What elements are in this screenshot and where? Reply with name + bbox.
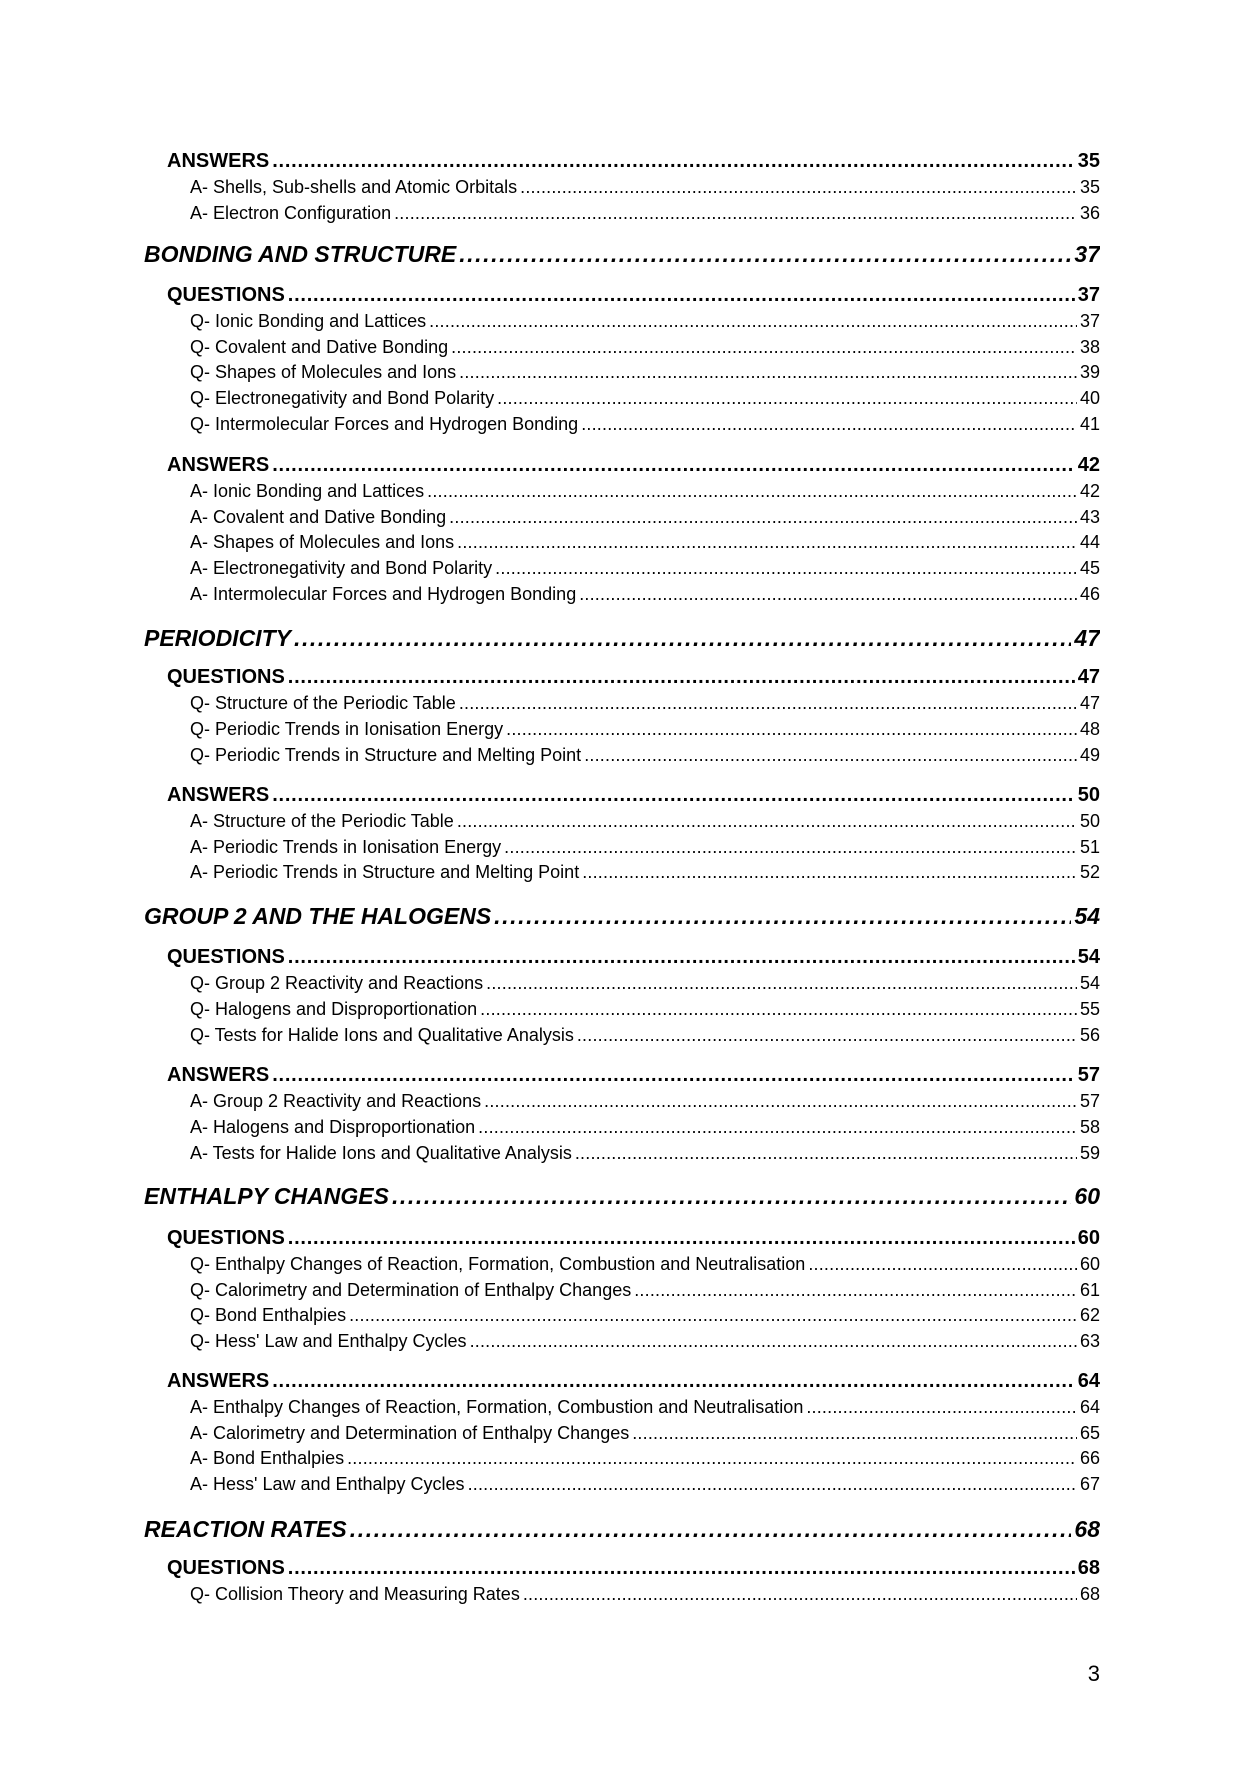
toc-entry-title: A- Bond Enthalpies bbox=[190, 1448, 345, 1468]
toc-entry-title: A- Hess' Law and Enthalpy Cycles bbox=[190, 1474, 465, 1494]
toc-item-row[interactable] bbox=[190, 337, 1100, 358]
toc-entry-page: 37 bbox=[1077, 284, 1100, 306]
toc-entry-title: Q- Enthalpy Changes of Reaction, Formation, Combustion and Neutralisation bbox=[190, 1254, 806, 1274]
toc-entry-title: Q- Tests for Halide Ions and Qualitative Analysis bbox=[190, 1025, 574, 1045]
toc-entry-page: 68 bbox=[1077, 1557, 1100, 1579]
toc-entry-title: A- Intermolecular Forces and Hydrogen Bonding bbox=[190, 584, 577, 604]
dot-leader bbox=[504, 837, 1077, 858]
dot-leader bbox=[806, 1397, 1077, 1418]
dot-leader bbox=[427, 481, 1077, 502]
dot-leader bbox=[506, 719, 1077, 740]
toc-entry-page: 57 bbox=[1077, 1064, 1100, 1086]
dot-leader bbox=[347, 1448, 1077, 1469]
dot-leader bbox=[288, 666, 1075, 689]
toc-entry-page: 65 bbox=[1079, 1423, 1100, 1443]
toc-entry-title: A- Structure of the Periodic Table bbox=[190, 811, 454, 831]
toc-section-row[interactable] bbox=[167, 1370, 1100, 1393]
toc-entry-title: Q- Ionic Bonding and Lattices bbox=[190, 311, 427, 331]
toc-entry-page: 35 bbox=[1079, 177, 1100, 197]
toc-entry-title: Q- Bond Enthalpies bbox=[190, 1305, 347, 1325]
toc-item-row[interactable] bbox=[190, 203, 1100, 224]
toc-entry-page: 47 bbox=[1074, 625, 1100, 651]
toc-entry-title: A- Shells, Sub-shells and Atomic Orbitals bbox=[190, 177, 518, 197]
dot-leader bbox=[497, 388, 1077, 409]
toc-entry-page: 62 bbox=[1079, 1305, 1100, 1325]
toc-entry-page: 60 bbox=[1079, 1254, 1100, 1274]
dot-leader bbox=[632, 1423, 1077, 1444]
dot-leader bbox=[581, 414, 1077, 435]
toc-item-row[interactable] bbox=[190, 1117, 1100, 1138]
toc-entry-page: 64 bbox=[1077, 1370, 1100, 1392]
dot-leader bbox=[584, 745, 1077, 766]
toc-item-row[interactable] bbox=[190, 1025, 1100, 1046]
toc-entry-title: A- Covalent and Dative Bonding bbox=[190, 507, 447, 527]
toc-entry-page: 57 bbox=[1079, 1091, 1100, 1111]
toc-entry-page: 60 bbox=[1074, 1183, 1100, 1209]
page-number: 3 bbox=[1087, 1661, 1100, 1686]
dot-leader bbox=[429, 311, 1077, 332]
toc-entry-page: 55 bbox=[1079, 999, 1100, 1019]
toc-entry-page: 39 bbox=[1079, 362, 1100, 382]
toc-entry-title: A- Ionic Bonding and Lattices bbox=[190, 481, 425, 501]
toc-section-row[interactable] bbox=[167, 1227, 1100, 1250]
toc-entry-title: QUESTIONS bbox=[167, 946, 285, 968]
dot-leader bbox=[480, 999, 1077, 1020]
dot-leader bbox=[582, 862, 1077, 883]
toc-entry-title: QUESTIONS bbox=[167, 1227, 285, 1249]
dot-leader bbox=[272, 150, 1075, 173]
toc-item-row[interactable] bbox=[190, 973, 1100, 994]
dot-leader bbox=[579, 584, 1077, 605]
toc-section-row[interactable] bbox=[167, 284, 1100, 307]
toc-item-row[interactable] bbox=[190, 507, 1100, 528]
toc-item-row[interactable] bbox=[190, 837, 1100, 858]
toc-entry-title: Q- Intermolecular Forces and Hydrogen Bonding bbox=[190, 414, 579, 434]
toc-entry-page: 42 bbox=[1077, 454, 1100, 476]
toc-entry-title: ANSWERS bbox=[167, 454, 270, 476]
toc-entry-title: Q- Periodic Trends in Ionisation Energy bbox=[190, 719, 504, 739]
toc-entry-title: Q- Collision Theory and Measuring Rates bbox=[190, 1584, 520, 1604]
toc-entry-title: ANSWERS bbox=[167, 784, 270, 806]
toc-entry-title: Q- Periodic Trends in Structure and Melting Point bbox=[190, 745, 582, 765]
toc-entry-page: 64 bbox=[1079, 1397, 1100, 1417]
dot-leader bbox=[577, 1025, 1077, 1046]
toc-item-row[interactable] bbox=[190, 1305, 1100, 1326]
toc-entry-page: 54 bbox=[1079, 973, 1100, 993]
toc-entry-page: 50 bbox=[1079, 811, 1100, 831]
toc-entry-title: Q- Hess' Law and Enthalpy Cycles bbox=[190, 1331, 467, 1351]
toc-entry-title: Q- Structure of the Periodic Table bbox=[190, 693, 456, 713]
toc-entry-title: Q- Electronegativity and Bond Polarity bbox=[190, 388, 495, 408]
toc-item-row[interactable] bbox=[190, 1397, 1100, 1418]
toc-entry-title: A- Periodic Trends in Structure and Melting Point bbox=[190, 862, 580, 882]
toc-item-row[interactable] bbox=[190, 1331, 1100, 1352]
toc-entry-page: 36 bbox=[1079, 203, 1100, 223]
dot-leader bbox=[288, 284, 1075, 307]
toc-item-row[interactable] bbox=[190, 1091, 1100, 1112]
toc-item-row[interactable] bbox=[190, 999, 1100, 1020]
toc-entry-page: 35 bbox=[1077, 150, 1100, 172]
toc-item-row[interactable] bbox=[190, 745, 1100, 766]
dot-leader bbox=[350, 1516, 1072, 1543]
toc-entry-title: QUESTIONS bbox=[167, 284, 285, 306]
toc-entry-page: 58 bbox=[1079, 1117, 1100, 1137]
dot-leader bbox=[470, 1331, 1077, 1352]
dot-leader bbox=[288, 946, 1075, 969]
toc-entry-page: 46 bbox=[1079, 584, 1100, 604]
toc-entry-page: 49 bbox=[1079, 745, 1100, 765]
toc-chapter-row[interactable] bbox=[144, 903, 1100, 930]
toc-entry-title: Q- Covalent and Dative Bonding bbox=[190, 337, 449, 357]
dot-leader bbox=[459, 241, 1071, 268]
toc-item-row[interactable] bbox=[190, 1448, 1100, 1469]
dot-leader bbox=[451, 337, 1077, 358]
toc-entry-title: A- Halogens and Disproportionation bbox=[190, 1117, 476, 1137]
dot-leader bbox=[468, 1474, 1077, 1495]
dot-leader bbox=[459, 693, 1077, 714]
toc-entry-page: 52 bbox=[1079, 862, 1100, 882]
toc-section-row[interactable] bbox=[167, 784, 1100, 807]
dot-leader bbox=[486, 973, 1077, 994]
toc-item-row[interactable] bbox=[190, 693, 1100, 714]
toc-entry-title: REACTION RATES bbox=[144, 1516, 347, 1542]
dot-leader bbox=[523, 1584, 1077, 1605]
toc-item-row[interactable] bbox=[190, 558, 1100, 579]
toc-entry-page: 45 bbox=[1079, 558, 1100, 578]
toc-entry-title: A- Calorimetry and Determination of Enthalpy Changes bbox=[190, 1423, 630, 1443]
toc-entry-title: A- Electronegativity and Bond Polarity bbox=[190, 558, 493, 578]
toc-entry-title: Q- Group 2 Reactivity and Reactions bbox=[190, 973, 484, 993]
toc-section-row[interactable] bbox=[167, 1064, 1100, 1087]
toc-entry-page: 68 bbox=[1079, 1584, 1100, 1604]
toc-item-row[interactable] bbox=[190, 362, 1100, 383]
toc-entry-page: 59 bbox=[1079, 1143, 1100, 1163]
toc-item-row[interactable] bbox=[190, 177, 1100, 198]
dot-leader bbox=[484, 1091, 1077, 1112]
toc-entry-page: 66 bbox=[1079, 1448, 1100, 1468]
toc-entry-page: 37 bbox=[1074, 241, 1100, 267]
toc-entry-title: A- Shapes of Molecules and Ions bbox=[190, 532, 455, 552]
dot-leader bbox=[272, 454, 1075, 477]
dot-leader bbox=[349, 1305, 1077, 1326]
dot-leader bbox=[272, 1370, 1075, 1393]
toc-entry-page: 44 bbox=[1079, 532, 1100, 552]
dot-leader bbox=[457, 532, 1077, 553]
toc-item-row[interactable] bbox=[190, 862, 1100, 883]
toc-section-row[interactable] bbox=[167, 666, 1100, 689]
dot-leader bbox=[392, 1183, 1071, 1210]
toc-item-row[interactable] bbox=[190, 719, 1100, 740]
toc-item-row[interactable] bbox=[190, 414, 1100, 435]
toc-entry-title: A- Tests for Halide Ions and Qualitative Analysis bbox=[190, 1143, 572, 1163]
toc-item-row[interactable] bbox=[190, 388, 1100, 409]
toc-entry-title: QUESTIONS bbox=[167, 1557, 285, 1579]
dot-leader bbox=[288, 1227, 1075, 1250]
dot-leader bbox=[494, 903, 1071, 930]
toc-entry-title: Q- Halogens and Disproportionation bbox=[190, 999, 478, 1019]
toc-entry-page: 51 bbox=[1079, 837, 1100, 857]
toc-entry-title: QUESTIONS bbox=[167, 666, 285, 688]
toc-item-row[interactable] bbox=[190, 481, 1100, 502]
dot-leader bbox=[495, 558, 1077, 579]
toc-entry-title: A- Group 2 Reactivity and Reactions bbox=[190, 1091, 482, 1111]
dot-leader bbox=[457, 811, 1077, 832]
toc-item-row[interactable] bbox=[190, 1143, 1100, 1164]
toc-entry-page: 50 bbox=[1077, 784, 1100, 806]
toc-entry-title: A- Electron Configuration bbox=[190, 203, 392, 223]
toc-entry-page: 61 bbox=[1079, 1280, 1100, 1300]
toc-entry-page: 63 bbox=[1079, 1331, 1100, 1351]
toc-item-row[interactable] bbox=[190, 1584, 1100, 1605]
toc-entry-page: 47 bbox=[1077, 666, 1100, 688]
toc-chapter-row[interactable] bbox=[144, 625, 1100, 652]
toc-section-row[interactable] bbox=[167, 1557, 1100, 1580]
toc-entry-page: 43 bbox=[1079, 507, 1100, 527]
toc-entry-page: 42 bbox=[1079, 481, 1100, 501]
toc-entry-title: GROUP 2 AND THE HALOGENS bbox=[144, 903, 492, 929]
toc-entry-title: A- Periodic Trends in Ionisation Energy bbox=[190, 837, 502, 857]
toc-item-row[interactable] bbox=[190, 584, 1100, 605]
toc-entry-page: 60 bbox=[1077, 1227, 1100, 1249]
toc-entry-page: 38 bbox=[1079, 337, 1100, 357]
toc-entry-title: BONDING AND STRUCTURE bbox=[144, 241, 457, 267]
toc-item-row[interactable] bbox=[190, 1280, 1100, 1301]
toc-chapter-row[interactable] bbox=[144, 241, 1100, 268]
toc-section-row[interactable] bbox=[167, 454, 1100, 477]
toc-entry-page: 41 bbox=[1079, 414, 1100, 434]
toc-entry-title: A- Enthalpy Changes of Reaction, Formation, Combustion and Neutralisation bbox=[190, 1397, 804, 1417]
toc-entry-page: 56 bbox=[1079, 1025, 1100, 1045]
toc-entry-page: 68 bbox=[1074, 1516, 1100, 1542]
toc-entry-page: 47 bbox=[1079, 693, 1100, 713]
toc-entry-page: 37 bbox=[1079, 311, 1100, 331]
toc-entry-page: 40 bbox=[1079, 388, 1100, 408]
toc-section-row[interactable] bbox=[167, 946, 1100, 969]
dot-leader bbox=[272, 1064, 1075, 1087]
toc-section-row[interactable] bbox=[167, 150, 1100, 173]
dot-leader bbox=[478, 1117, 1077, 1138]
dot-leader bbox=[272, 784, 1075, 807]
toc-entry-title: ANSWERS bbox=[167, 150, 270, 172]
toc-item-row[interactable] bbox=[190, 532, 1100, 553]
dot-leader bbox=[294, 625, 1071, 652]
toc-item-row[interactable] bbox=[190, 1423, 1100, 1444]
dot-leader bbox=[575, 1143, 1077, 1164]
dot-leader bbox=[459, 362, 1077, 383]
toc-entry-page: 48 bbox=[1079, 719, 1100, 739]
dot-leader bbox=[288, 1557, 1075, 1580]
toc-item-row[interactable] bbox=[190, 311, 1100, 332]
toc-item-row[interactable] bbox=[190, 1474, 1100, 1495]
toc-entry-page: 67 bbox=[1079, 1474, 1100, 1494]
dot-leader bbox=[634, 1280, 1077, 1301]
toc-chapter-row[interactable] bbox=[144, 1183, 1100, 1210]
toc-item-row[interactable] bbox=[190, 811, 1100, 832]
toc-entry-title: ENTHALPY CHANGES bbox=[144, 1183, 389, 1209]
toc-item-row[interactable] bbox=[190, 1254, 1100, 1275]
dot-leader bbox=[520, 177, 1077, 198]
dot-leader bbox=[449, 507, 1077, 528]
toc-entry-title: Q- Calorimetry and Determination of Enthalpy Changes bbox=[190, 1280, 632, 1300]
toc-entry-title: ANSWERS bbox=[167, 1064, 270, 1086]
dot-leader bbox=[394, 203, 1077, 224]
dot-leader bbox=[808, 1254, 1077, 1275]
toc-entry-page: 54 bbox=[1077, 946, 1100, 968]
toc-entry-title: ANSWERS bbox=[167, 1370, 270, 1392]
toc-entry-title: Q- Shapes of Molecules and Ions bbox=[190, 362, 457, 382]
toc-entry-title: PERIODICITY bbox=[144, 625, 291, 651]
toc-chapter-row[interactable] bbox=[144, 1516, 1100, 1543]
toc-entry-page: 54 bbox=[1074, 903, 1100, 929]
